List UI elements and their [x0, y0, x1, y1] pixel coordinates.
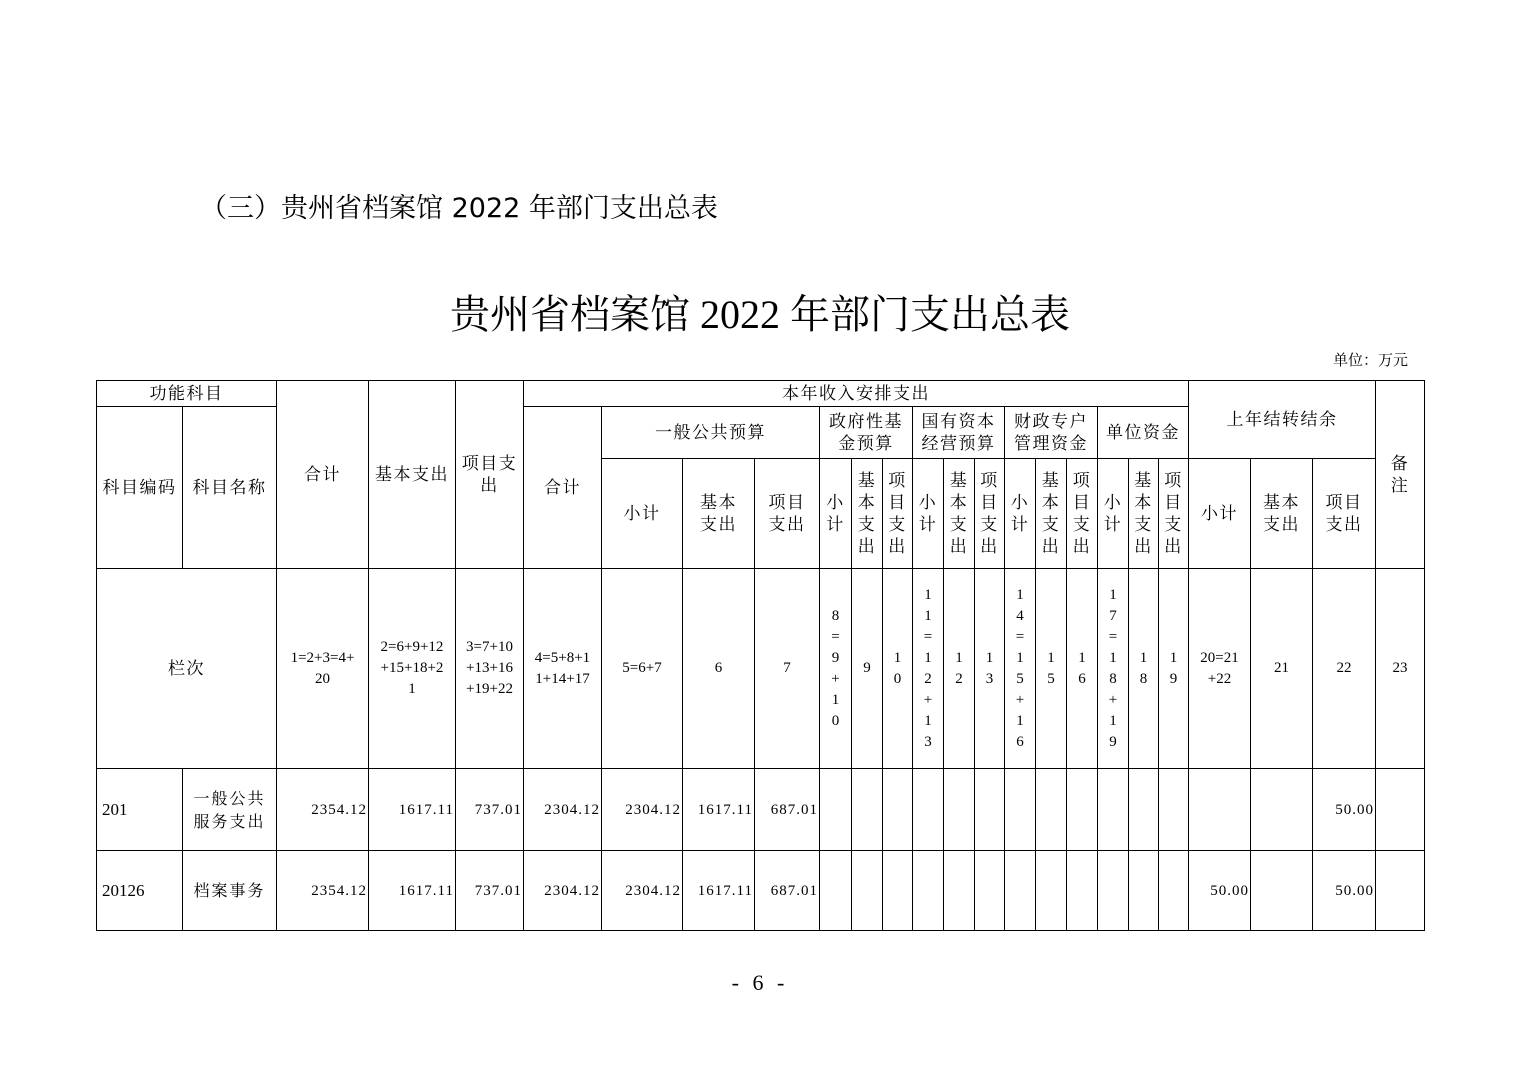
header-gov-fund-basic — [852, 459, 883, 569]
column-index-text: 20=21+22 — [1200, 649, 1239, 687]
value-cell — [1189, 769, 1251, 851]
value-cell — [1129, 769, 1159, 851]
column-index-text: 2=6+9+12+15+18+21 — [380, 639, 444, 697]
header-fiscal-special-account-text: 财政专户管理资金 — [1014, 411, 1088, 454]
subject-name-cell — [183, 769, 277, 851]
header-state-capital-basic — [944, 459, 975, 569]
value-cell — [1067, 769, 1098, 851]
value-cell — [944, 769, 975, 851]
value-cell: 687.01 — [755, 769, 820, 851]
header-project-expenditure — [456, 381, 524, 569]
value-cell: 50.00 — [1313, 769, 1376, 851]
value-cell — [820, 769, 852, 851]
column-index-cell: 23 — [1376, 569, 1425, 769]
header-project-expenditure-text: 项目支出 — [461, 453, 518, 496]
header-state-capital-subtotal-text: 小计 — [918, 492, 938, 535]
column-index-label: 栏次 — [97, 569, 277, 769]
header-unit-funds-project-text: 项目支出 — [1164, 470, 1183, 557]
column-index-text: 11=12+13 — [923, 586, 933, 750]
value-cell: 1617.11 — [683, 851, 755, 931]
column-index-cell — [883, 569, 913, 769]
header-gov-fund-subtotal-text: 小计 — [826, 492, 845, 535]
column-index-cell — [1036, 569, 1067, 769]
value-cell — [852, 769, 883, 851]
header-remarks-text: 备注 — [1390, 453, 1410, 496]
value-cell — [883, 851, 913, 931]
value-cell — [852, 851, 883, 931]
value-cell: 2354.12 — [277, 851, 369, 931]
header-unit-funds-basic — [1129, 459, 1159, 569]
value-cell — [1098, 769, 1129, 851]
subject-name-text: 一般公共服务支出 — [193, 788, 266, 831]
remarks-cell — [1376, 769, 1425, 851]
header-row-1 — [97, 381, 1425, 407]
header-prior-year-basic-text: 基本支出 — [1263, 492, 1300, 535]
header-fiscal-subtotal — [1005, 459, 1036, 569]
column-index-cell: 5=6+7 — [602, 569, 683, 769]
header-state-capital-budget — [913, 407, 1005, 459]
header-state-capital-project — [975, 459, 1005, 569]
value-cell — [1159, 851, 1189, 931]
header-general-public-budget: 一般公共预算 — [602, 407, 820, 459]
header-state-capital-basic-text: 基本支出 — [949, 470, 969, 557]
column-index-text: 4=5+8+11+14+17 — [534, 649, 591, 687]
value-cell — [1067, 851, 1098, 931]
value-cell: 737.01 — [456, 851, 524, 931]
remarks-cell — [1376, 851, 1425, 931]
column-index-cell — [1129, 569, 1159, 769]
column-index-cell — [1067, 569, 1098, 769]
header-general-project-text: 项目支出 — [768, 492, 806, 535]
value-cell — [883, 769, 913, 851]
header-fiscal-basic — [1036, 459, 1067, 569]
header-functional-subject: 功能科目 — [97, 381, 277, 407]
header-fiscal-subtotal-text: 小计 — [1010, 492, 1030, 535]
header-current-total: 合计 — [524, 407, 602, 569]
subject-name-cell — [183, 851, 277, 931]
value-cell — [975, 769, 1005, 851]
column-index-text: 17=18+19 — [1108, 586, 1118, 750]
header-general-project — [755, 459, 820, 569]
column-index-cell — [1189, 569, 1251, 769]
header-state-capital-subtotal — [913, 459, 944, 569]
column-index-cell — [1005, 569, 1036, 769]
header-unit-funds-basic-text: 基本支出 — [1134, 470, 1153, 557]
value-cell: 1617.11 — [369, 769, 456, 851]
column-index-cell — [1159, 569, 1189, 769]
header-fiscal-project — [1067, 459, 1098, 569]
value-cell: 1617.11 — [683, 769, 755, 851]
column-index-cell: 21 — [1251, 569, 1313, 769]
column-index-cell — [975, 569, 1005, 769]
header-gov-fund-subtotal — [820, 459, 852, 569]
column-index-cell — [913, 569, 944, 769]
section-heading: （三）贵州省档案馆 2022 年部门支出总表 — [200, 193, 718, 224]
header-gov-fund-project-text: 项目支出 — [888, 470, 907, 557]
value-cell: 2304.12 — [524, 851, 602, 931]
subject-name-text: 档案事务 — [193, 881, 266, 900]
column-index-cell — [820, 569, 852, 769]
page-number: - 6 - — [731, 970, 789, 995]
header-basic-expenditure: 基本支出 — [369, 381, 456, 569]
header-unit-funds-project — [1159, 459, 1189, 569]
column-index-cell — [277, 569, 369, 769]
column-index-cell: 9 — [852, 569, 883, 769]
header-general-basic — [683, 459, 755, 569]
value-cell — [975, 851, 1005, 931]
table-row — [97, 851, 1425, 931]
column-index-text: 19 — [1169, 649, 1178, 687]
header-unit-funds: 单位资金 — [1098, 407, 1189, 459]
value-cell — [1036, 769, 1067, 851]
column-index-text: 18 — [1139, 649, 1148, 687]
header-state-capital-budget-text: 国有资本经营预算 — [921, 411, 996, 454]
column-index-cell: 6 — [683, 569, 755, 769]
column-index-cell — [944, 569, 975, 769]
table-title: 贵州省档案馆 2022 年部门支出总表 — [450, 292, 1070, 337]
column-index-cell — [1098, 569, 1129, 769]
value-cell: 2304.12 — [602, 851, 683, 931]
column-index-cell: 7 — [755, 569, 820, 769]
column-index-cell: 22 — [1313, 569, 1376, 769]
value-cell: 50.00 — [1313, 851, 1376, 931]
header-prior-year-project-text: 项目支出 — [1325, 492, 1363, 535]
column-index-text: 13 — [985, 649, 994, 687]
column-index-text: 16 — [1078, 649, 1086, 687]
value-cell: 2304.12 — [524, 769, 602, 851]
value-cell: 1617.11 — [369, 851, 456, 931]
header-general-subtotal: 小计 — [602, 459, 683, 569]
column-index-text: 1=2+3=4+20 — [290, 649, 355, 687]
column-index-cell — [369, 569, 456, 769]
header-prior-year-project — [1313, 459, 1376, 569]
value-cell — [1251, 769, 1313, 851]
value-cell: 50.00 — [1189, 851, 1251, 931]
value-cell — [1036, 851, 1067, 931]
value-cell — [820, 851, 852, 931]
header-general-basic-text: 基本支出 — [700, 492, 737, 535]
column-index-text: 10 — [893, 649, 902, 687]
header-fiscal-special-account — [1005, 407, 1098, 459]
column-index-text: 15 — [1047, 649, 1055, 687]
value-cell — [1159, 769, 1189, 851]
header-gov-fund-project — [883, 459, 913, 569]
header-prior-year-carryover: 上年结转结余 — [1189, 381, 1376, 459]
subject-code-cell: 20126 — [97, 851, 183, 931]
header-prior-year-basic — [1251, 459, 1313, 569]
header-gov-fund-basic-text: 基本支出 — [857, 470, 877, 557]
value-cell — [1098, 851, 1129, 931]
column-index-text: 14=15+16 — [1015, 586, 1025, 750]
column-index-cell — [524, 569, 602, 769]
value-cell — [1251, 851, 1313, 931]
value-cell: 737.01 — [456, 769, 524, 851]
header-fiscal-project-text: 项目支出 — [1072, 470, 1092, 557]
expenditure-table — [96, 380, 1425, 931]
value-cell — [1005, 769, 1036, 851]
value-cell: 2304.12 — [602, 769, 683, 851]
column-index-text: 3=7+10+13+16+19+22 — [466, 639, 513, 697]
header-subject-name: 科目名称 — [183, 407, 277, 569]
value-cell — [913, 769, 944, 851]
header-unit-funds-subtotal-text: 小计 — [1103, 492, 1123, 535]
header-fiscal-basic-text: 基本支出 — [1041, 470, 1061, 557]
value-cell — [944, 851, 975, 931]
header-current-year-arranged: 本年收入安排支出 — [524, 381, 1189, 407]
header-state-capital-project-text: 项目支出 — [980, 470, 999, 557]
table-row — [97, 769, 1425, 851]
header-prior-year-subtotal: 小计 — [1189, 459, 1251, 569]
unit-label: 单位：万元 — [1332, 353, 1408, 369]
column-index-text: 12 — [955, 649, 963, 687]
column-index-text: 8=9+10 — [831, 607, 840, 729]
value-cell — [1129, 851, 1159, 931]
column-index-cell — [456, 569, 524, 769]
value-cell: 687.01 — [755, 851, 820, 931]
header-government-fund-budget — [820, 407, 913, 459]
header-subject-code: 科目编码 — [97, 407, 183, 569]
header-unit-funds-subtotal — [1098, 459, 1129, 569]
subject-code-cell: 201 — [97, 769, 183, 851]
header-government-fund-budget-text: 政府性基金预算 — [829, 411, 903, 454]
column-index-row — [97, 569, 1425, 769]
value-cell — [913, 851, 944, 931]
header-remarks — [1376, 381, 1425, 569]
value-cell: 2354.12 — [277, 769, 369, 851]
header-total: 合计 — [277, 381, 369, 569]
value-cell — [1005, 851, 1036, 931]
